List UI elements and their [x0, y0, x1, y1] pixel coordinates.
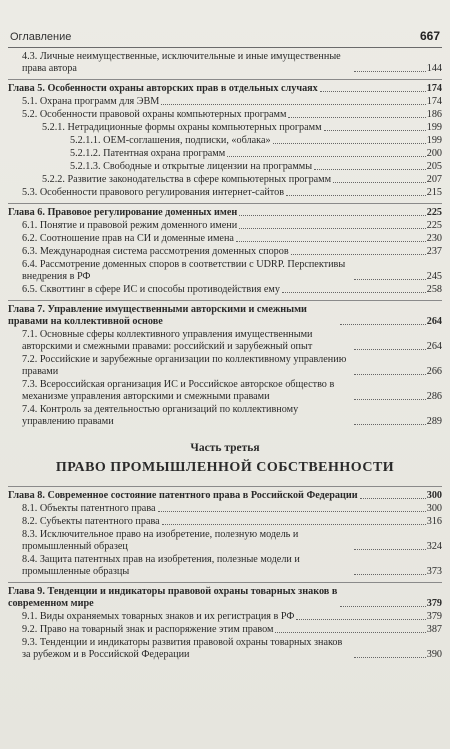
toc-entry-page: 207: [426, 174, 442, 185]
dot-leader: [340, 606, 426, 607]
toc-entry-page: 387: [426, 624, 442, 635]
toc-entry-page: 205: [426, 161, 442, 172]
toc-entry: [8, 637, 442, 661]
dot-leader: [354, 399, 426, 400]
toc-entry: [8, 624, 442, 636]
page-number: 667: [419, 29, 440, 43]
toc-entry-label: 6.3. Международная система рассмотрения доменных споров: [22, 246, 289, 257]
toc-entry-label: 6.1. Понятие и правовой режим доменного имени: [22, 220, 238, 231]
toc-entry-label: 7.1. Основные сферы коллективного управления имущественными авторскими и смежными правами: российский и зарубежный опыт: [22, 329, 313, 352]
toc-entry-page: 264: [426, 341, 442, 352]
toc-entry-label: 5.2. Особенности правовой охраны компьютерных программ: [22, 109, 287, 120]
toc-entry-label: 9.3. Тенденции и индикаторы развития правовой охраны товарных знаков за рубежом и в Российской Федерации: [22, 637, 343, 660]
toc-entry: [8, 187, 442, 199]
toc-entry: [8, 259, 442, 283]
toc-entry-page: 300: [426, 490, 442, 501]
dot-leader: [360, 498, 426, 499]
toc-entry: [8, 516, 442, 528]
toc-entry-page: 373: [426, 566, 442, 577]
toc-entry-label: 8.4. Защита патентных прав на изобретения, полезные модели и промышленные образцы: [22, 554, 300, 577]
toc-entry-label: Глава 6. Правовое регулирование доменных имен: [8, 207, 238, 218]
dot-leader: [320, 91, 426, 92]
toc-entry-label: 8.2. Субъекты патентного права: [22, 516, 160, 527]
toc-entry-page: 174: [426, 83, 442, 94]
toc-entry: [8, 529, 442, 553]
toc-entry: [8, 611, 442, 623]
dot-leader: [296, 619, 425, 620]
toc-entry-page: 316: [426, 516, 442, 527]
dot-leader: [239, 215, 426, 216]
toc-entry-label: Глава 8. Современное состояние патентного права в Российской Федерации: [8, 490, 358, 501]
chapter-6-heading: [8, 203, 442, 219]
toc-entry-page: 245: [426, 271, 442, 282]
part-heading-block: [8, 442, 442, 476]
chapter-5-heading: [8, 79, 442, 95]
dot-leader: [354, 374, 426, 375]
toc-entry-label: Глава 5. Особенности охраны авторских прав в отдельных случаях: [8, 83, 318, 94]
toc-entry: [8, 379, 442, 403]
toc-entry: [8, 554, 442, 578]
dot-leader: [354, 279, 426, 280]
toc-entry-label: 5.2.1.2. Патентная охрана программ: [70, 148, 226, 159]
toc-entry: [8, 174, 442, 186]
toc-entry: [8, 354, 442, 378]
toc-entry-label: 6.2. Соотношение прав на СИ и доменные имена: [22, 233, 234, 244]
toc-entry: [8, 233, 442, 245]
dot-leader: [282, 292, 426, 293]
toc-entry: [8, 148, 442, 160]
toc-entry-label: 4.3. Личные неимущественные, исключительные и иные имущественные права автора: [22, 51, 341, 74]
toc-entry-label: 8.1. Объекты патентного права: [22, 503, 156, 514]
toc-entry: [8, 329, 442, 353]
toc-entry-page: 225: [426, 207, 442, 218]
toc-entry-label: 5.1. Охрана программ для ЭВМ: [22, 96, 160, 107]
chapter-7-heading: [8, 300, 442, 328]
dot-leader: [354, 349, 426, 350]
toc-entry-page: 324: [426, 541, 442, 552]
toc-entry-label: 7.3. Всероссийская организация ИС и Российское авторское общество в механизме управления авторскими и смежными правами: [22, 379, 335, 402]
toc-entry-page: 379: [426, 598, 442, 609]
toc-entry-page: 230: [426, 233, 442, 244]
toc-entry-label: 5.2.1.3. Свободные и открытые лицензии на программы: [70, 161, 313, 172]
dot-leader: [236, 241, 426, 242]
dot-leader: [354, 574, 426, 575]
dot-leader: [239, 228, 426, 229]
dot-leader: [275, 632, 425, 633]
toc-entry: [8, 503, 442, 515]
toc-entry: [8, 122, 442, 134]
toc-entry-label: 5.2.1. Нетрадиционные формы охраны компьютерных программ: [42, 122, 322, 133]
toc-entry: [8, 135, 442, 147]
toc-entry-label: 9.2. Право на товарный знак и распоряжение этим правом: [22, 624, 274, 635]
toc-entry-page: 390: [426, 649, 442, 660]
toc-entry-label: 7.4. Контроль за деятельностью организаций по коллективному управлению правами: [22, 404, 299, 427]
toc-entry: [8, 284, 442, 296]
dot-leader: [354, 657, 426, 658]
toc-entry-label: 8.3. Исключительное право на изобретение, полезную модель и промышленный образец: [22, 529, 299, 552]
toc-entry: [8, 109, 442, 121]
toc-entry: [8, 246, 442, 258]
dot-leader: [162, 524, 426, 525]
toc-entry-page: 264: [426, 316, 442, 327]
toc-entry-page: 289: [426, 416, 442, 427]
toc-entry-page: 258: [426, 284, 442, 295]
toc-entry: [8, 161, 442, 173]
toc-entry-page: 215: [426, 187, 442, 198]
toc-entry-page: 286: [426, 391, 442, 402]
dot-leader: [354, 549, 426, 550]
toc-entry-label: 6.4. Рассмотрение доменных споров в соответствии с UDRP. Перспективы внедрения в РФ: [22, 259, 346, 282]
toc-entry-page: 199: [426, 122, 442, 133]
toc-entry-page: 237: [426, 246, 442, 257]
toc-entry-page: 174: [426, 96, 442, 107]
dot-leader: [354, 71, 426, 72]
dot-leader: [291, 254, 426, 255]
toc-entry-label: 9.1. Виды охраняемых товарных знаков и их регистрация в РФ: [22, 611, 295, 622]
dot-leader: [161, 104, 425, 105]
dot-leader: [354, 424, 426, 425]
chapter-9-heading: [8, 582, 442, 610]
toc-entry-label: 5.2.2. Развитие законодательства в сфере компьютерных программ: [42, 174, 332, 185]
toc-entry-page: 186: [426, 109, 442, 120]
toc-entry-label: 7.2. Российские и зарубежные организации по коллективному управлению правами: [22, 354, 347, 377]
toc-entry-page: 300: [426, 503, 442, 514]
dot-leader: [158, 511, 426, 512]
dot-leader: [286, 195, 426, 196]
toc-entry-label: Глава 7. Управление имущественными авторскими и смежными правами на коллективной основе: [8, 304, 307, 327]
dot-leader: [288, 117, 425, 118]
toc-entry: [8, 51, 442, 75]
toc-entry: [8, 220, 442, 232]
dot-leader: [314, 169, 426, 170]
toc-entry-page: 379: [426, 611, 442, 622]
toc-entry-page: 225: [426, 220, 442, 231]
toc-entry-page: 200: [426, 148, 442, 159]
dot-leader: [333, 182, 426, 183]
part-title: ПРАВО ПРОМЫШЛЕННОЙ СОБСТВЕННОСТИ: [55, 460, 395, 475]
page-header: [8, 0, 442, 48]
part-label: Часть третья: [190, 442, 260, 454]
toc-entry-label: 5.2.1.1. ОЕМ-соглашения, подписки, «облака»: [70, 135, 271, 146]
dot-leader: [273, 143, 426, 144]
running-title: Оглавление: [10, 31, 72, 43]
toc-entry-page: 144: [426, 63, 442, 74]
dot-leader: [227, 156, 426, 157]
toc-entry-page: 199: [426, 135, 442, 146]
toc-entry: [8, 96, 442, 108]
toc-entry-label: Глава 9. Тенденции и индикаторы правовой охраны товарных знаков в современном мире: [8, 586, 338, 609]
dot-leader: [340, 324, 426, 325]
chapter-8-heading: [8, 486, 442, 502]
toc-entry-page: 266: [426, 366, 442, 377]
dot-leader: [324, 130, 426, 131]
table-of-contents: [8, 51, 442, 661]
toc-entry: [8, 404, 442, 428]
toc-entry-label: 6.5. Сквоттинг в сфере ИС и способы противодействия ему: [22, 284, 280, 295]
toc-entry-label: 5.3. Особенности правового регулирования интернет-сайтов: [22, 187, 285, 198]
